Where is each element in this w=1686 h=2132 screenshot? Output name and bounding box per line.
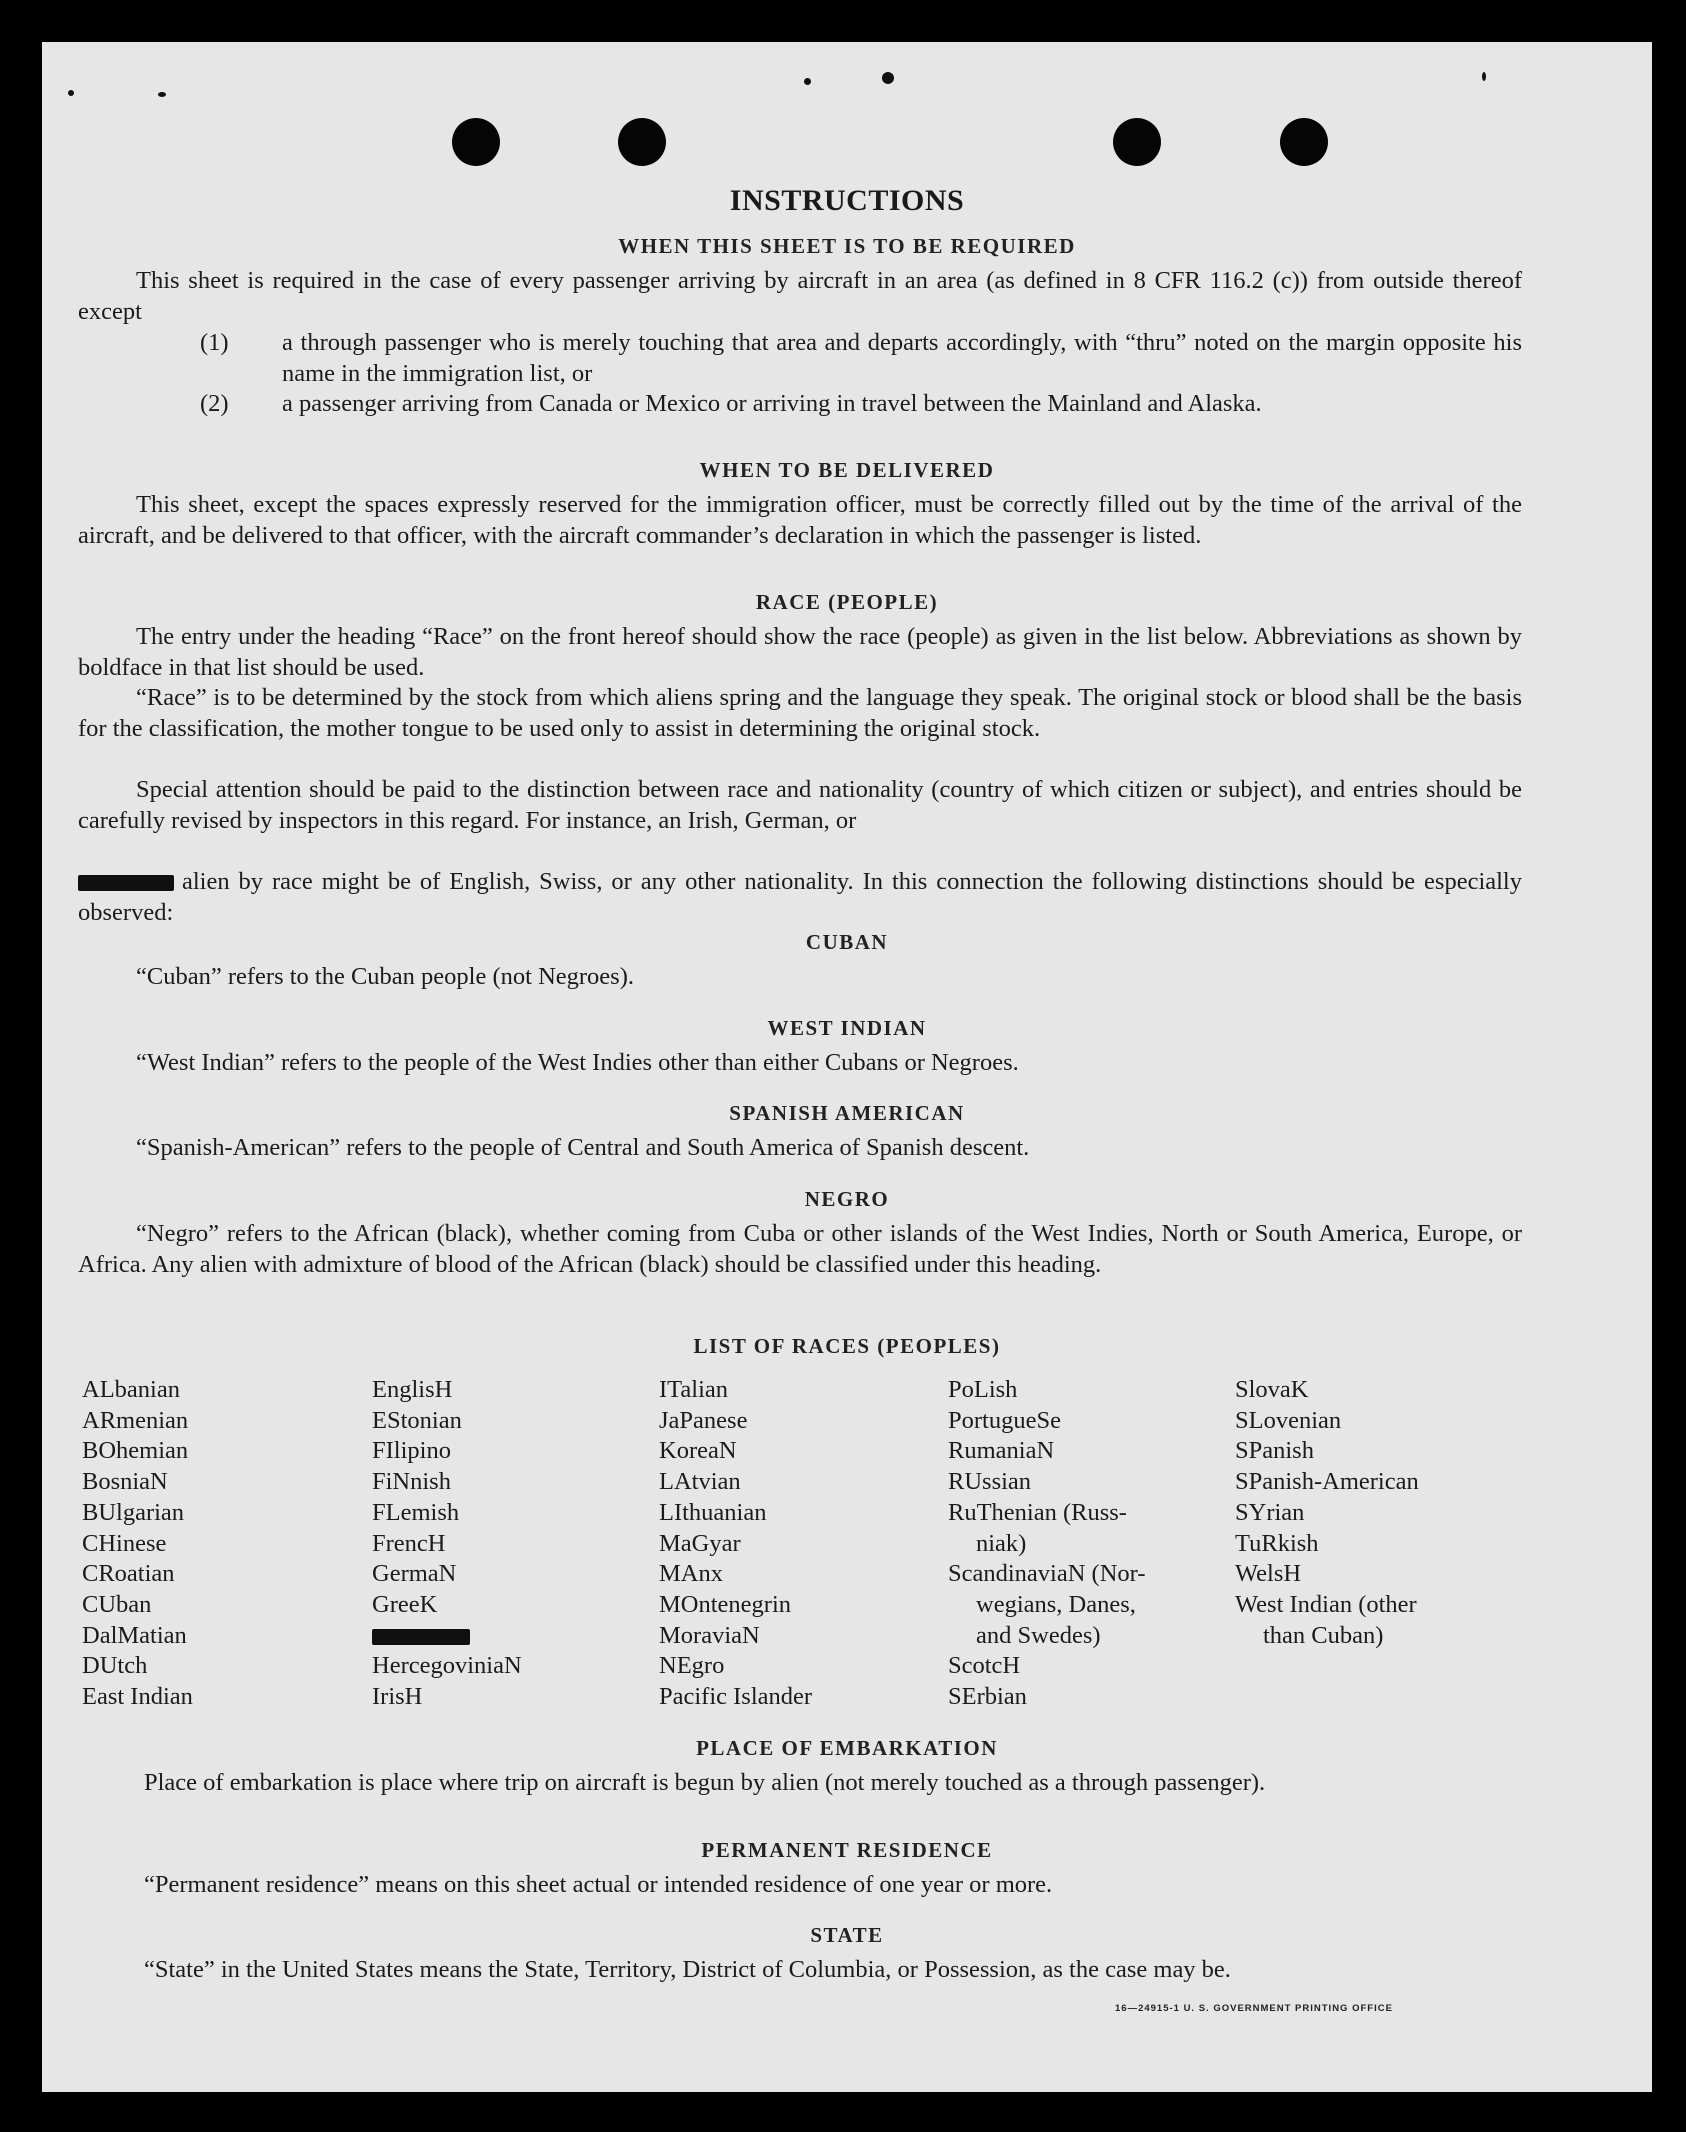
heading-west-indian: WEST INDIAN	[767, 1016, 927, 1040]
speck	[158, 92, 166, 97]
race-item: RuThenian (Russ-	[948, 1498, 1127, 1526]
heading-race: RACE (PEOPLE)	[755, 590, 939, 614]
paragraph-cuban: “Cuban” refers to the Cuban people (not Negroes).	[136, 963, 634, 990]
race-item: FiNnish	[372, 1468, 451, 1496]
heading-permanent-residence: PERMANENT RESIDENCE	[701, 1838, 993, 1862]
race-item: PoLish	[948, 1376, 1018, 1403]
race-item: BUlgarian	[82, 1498, 185, 1526]
race-item-redacted	[372, 1621, 522, 1652]
race-item: KoreaN	[659, 1437, 737, 1465]
race-item: SYrian	[1235, 1498, 1305, 1526]
paragraph-race-1: The entry under the heading “Race” on the front hereof should show the race (people) as given in the list below. Abbreviations as shown by boldface in that list should be used.	[78, 623, 1522, 681]
race-item: SPanish-American	[1235, 1468, 1419, 1496]
speck	[68, 90, 74, 96]
race-item: LIthuanian	[659, 1498, 767, 1526]
paragraph-west-indian: “West Indian” refers to the people of the West Indies other than either Cubans or Negroes.	[136, 1049, 1019, 1076]
paragraph-race-3	[78, 867, 1522, 928]
paragraph-race-3-lead: Special attention should be paid to the distinction between race and nationality (country of which citizen or subject), and entries should be carefully revised by inspectors in this regard. For instance, an Irish, German, or	[78, 776, 1522, 834]
race-item: ScandinaviaN (Nor-	[948, 1560, 1146, 1588]
race-item: SPanish	[1235, 1437, 1314, 1465]
paragraph-negro: “Negro” refers to the African (black), whether coming from Cuba or other islands of the West Indies, North or South America, Europe, or Africa. Any alien with admixture of blood of the African (black) should be classified under this heading.	[78, 1220, 1522, 1278]
paragraph-permanent-residence: “Permanent residence” means on this sheet actual or intended residence of one year or more.	[144, 1871, 1053, 1898]
list-item-text: a passenger arriving from Canada or Mexico or arriving in travel between the Mainland and Alaska.	[282, 390, 1262, 417]
heading-negro: NEGRO	[804, 1187, 890, 1211]
punch-hole-1	[452, 118, 500, 166]
document-sheet	[42, 42, 1652, 2092]
race-item: ITalian	[659, 1376, 729, 1403]
race-item: IrisH	[372, 1683, 423, 1711]
list-item-2	[200, 389, 1522, 420]
race-item-continuation: and Swedes)	[976, 1621, 1101, 1649]
heading-list-of-races: LIST OF RACES (PEOPLES)	[693, 1334, 1001, 1358]
race-item-continuation: niak)	[976, 1529, 1027, 1557]
race-item: FIlipino	[372, 1437, 451, 1465]
race-item: EStonian	[372, 1406, 462, 1434]
race-item: BOhemian	[82, 1437, 189, 1465]
race-item: RUssian	[948, 1468, 1032, 1496]
race-item: MoraviaN	[659, 1621, 760, 1649]
race-item: Pacific Islander	[659, 1683, 813, 1711]
redaction-mark	[372, 1629, 470, 1645]
race-item: MOntenegrin	[659, 1590, 791, 1618]
page-title: INSTRUCTIONS	[729, 184, 965, 217]
race-item-continuation: wegians, Danes,	[976, 1590, 1136, 1618]
heading-when-required: WHEN THIS SHEET IS TO BE REQUIRED	[618, 234, 1076, 258]
paragraph-place-of-embarkation: Place of embarkation is place where trip on aircraft is begun by alien (not merely touched as a through passenger).	[144, 1769, 1266, 1796]
race-item: West Indian (other	[1235, 1590, 1417, 1618]
list-item-number: (2)	[200, 390, 229, 417]
races-column-5	[1235, 1375, 1419, 1651]
heading-when-delivered: WHEN TO BE DELIVERED	[699, 458, 995, 482]
paragraph-race-2: “Race” is to be determined by the stock from which aliens spring and the language they speak. The original stock or blood shall be the basis for the classification, the mother tongue to be used only to assist in determining the original stock.	[78, 684, 1522, 742]
heading-cuban: CUBAN	[805, 930, 889, 954]
punch-hole-3	[1113, 118, 1161, 166]
race-item: SLovenian	[1235, 1406, 1342, 1434]
race-item: SErbian	[948, 1683, 1027, 1711]
race-item: SlovaK	[1235, 1376, 1309, 1403]
race-item: MaGyar	[659, 1529, 741, 1557]
paragraph-spanish-american: “Spanish-American” refers to the people of Central and South America of Spanish descent.	[136, 1134, 1030, 1161]
race-item: LAtvian	[659, 1468, 741, 1496]
speck	[1482, 72, 1486, 81]
race-item: ScotcH	[948, 1652, 1021, 1680]
races-column-3	[659, 1375, 812, 1713]
punch-hole-4	[1280, 118, 1328, 166]
race-item: WelsH	[1235, 1560, 1302, 1588]
list-item-number: (1)	[200, 329, 229, 356]
punch-hole-2	[618, 118, 666, 166]
paragraph-race-3-text: alien by race might be of English, Swiss, or any other nationality. In this connection the following distinctions should be especially observed:	[78, 868, 1522, 926]
race-item: ARmenian	[82, 1406, 189, 1434]
list-item-text: a through passenger who is merely touching that area and departs accordingly, with “thru” noted on the margin opposite his name in the immigration list, or	[282, 329, 1522, 387]
speck	[804, 78, 811, 85]
races-column-1	[82, 1375, 193, 1713]
race-item: East Indian	[82, 1683, 193, 1711]
race-item: MAnx	[659, 1560, 723, 1588]
paragraph-state: “State” in the United States means the State, Territory, District of Columbia, or Possession, as the case may be.	[144, 1956, 1231, 1983]
race-item: CUban	[82, 1590, 152, 1618]
race-item: JaPanese	[659, 1406, 748, 1434]
heading-place-of-embarkation: PLACE OF EMBARKATION	[696, 1736, 998, 1760]
race-item-continuation: than Cuban)	[1263, 1621, 1384, 1649]
redaction-mark	[78, 875, 174, 891]
paragraph-when-delivered: This sheet, except the spaces expressly reserved for the immigration officer, must be correctly filled out by the time of the arrival of the aircraft, and be delivered to that officer, with the aircraft commander’s declaration in which the passenger is listed.	[78, 491, 1522, 549]
race-item: GermaN	[372, 1560, 457, 1588]
race-item: HercegoviniaN	[372, 1652, 522, 1680]
race-item: NEgro	[659, 1652, 725, 1680]
race-item: RumaniaN	[948, 1437, 1055, 1465]
race-item: CRoatian	[82, 1560, 175, 1588]
races-column-2	[372, 1375, 522, 1713]
race-item: DUtch	[82, 1652, 148, 1680]
race-item: PortugueSe	[948, 1406, 1061, 1434]
race-item: FLemish	[372, 1498, 460, 1526]
race-item: ALbanian	[82, 1376, 180, 1403]
speck	[882, 72, 894, 84]
race-item: TuRkish	[1235, 1529, 1319, 1557]
race-item: EnglisH	[372, 1376, 453, 1403]
race-item: DalMatian	[82, 1621, 187, 1649]
heading-spanish-american: SPANISH AMERICAN	[729, 1101, 965, 1125]
printing-office-imprint: 16—24915-1 U. S. GOVERNMENT PRINTING OFFICE	[1115, 2003, 1393, 2014]
race-item: FrencH	[372, 1529, 446, 1557]
race-item: GreeK	[372, 1590, 438, 1618]
race-item: BosniaN	[82, 1468, 168, 1496]
race-item: CHinese	[82, 1529, 167, 1557]
paragraph-when-required: This sheet is required in the case of every passenger arriving by aircraft in an area (as defined in 8 CFR 116.2 (c)) from outside thereof except	[78, 267, 1522, 325]
list-item-1	[200, 328, 1522, 389]
heading-state: STATE	[810, 1923, 884, 1947]
races-column-4	[948, 1375, 1145, 1713]
